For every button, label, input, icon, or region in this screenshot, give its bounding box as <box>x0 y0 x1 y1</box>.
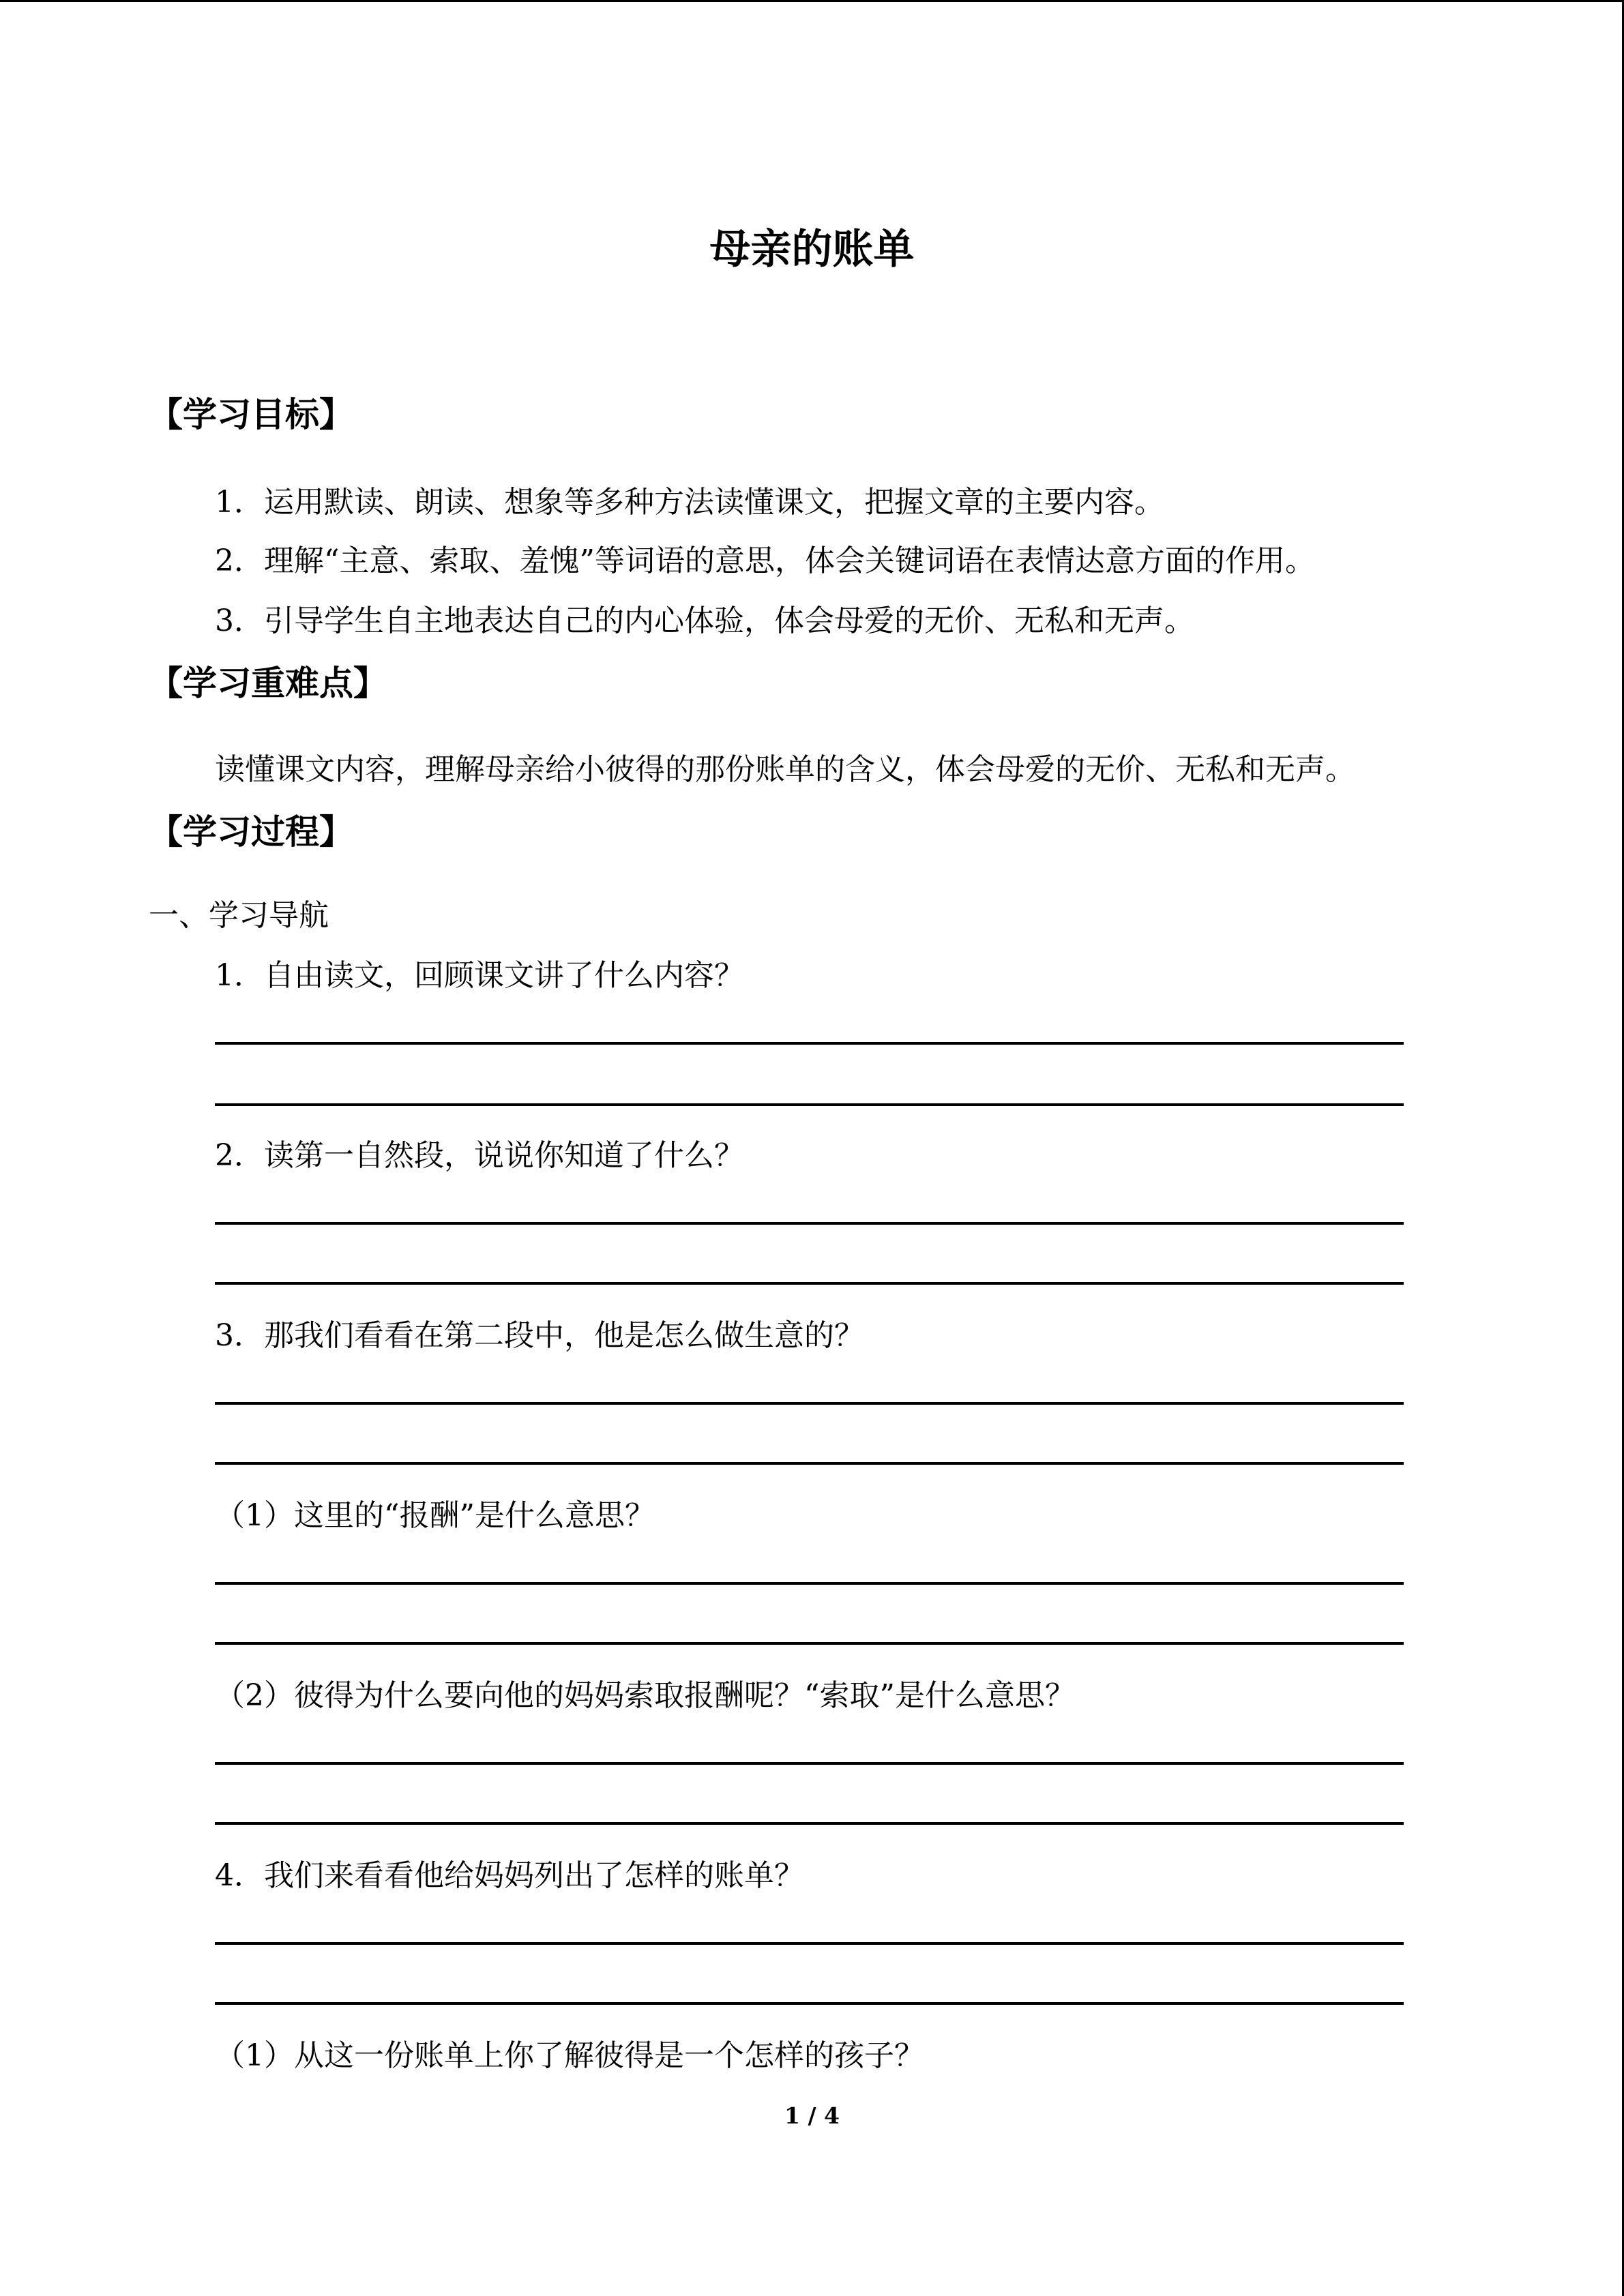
answer-line <box>215 2002 1404 2005</box>
question-3-1: （1）这里的“报酬”是什么意思？ <box>215 1498 655 1533</box>
answer-line <box>215 1942 1404 1945</box>
objective-item-1: 1．运用默读、朗读、想象等多种方法读懂课文，把握文章的主要内容。 <box>215 485 1164 520</box>
answer-line <box>215 1222 1404 1225</box>
question-4-1: （1）从这一份账单上你了解彼得是一个怎样的孩子？ <box>215 2038 924 2073</box>
question-3-2: （2）彼得为什么要向他的妈妈索取报酬呢？“索取”是什么意思？ <box>215 1678 1075 1713</box>
question-2: 2．读第一自然段，说说你知道了什么？ <box>215 1138 744 1173</box>
question-1: 1．自由读文，回顾课文讲了什么内容？ <box>215 958 744 993</box>
answer-line <box>215 1042 1404 1045</box>
answer-line <box>215 1282 1404 1285</box>
objectives-heading: 【学习目标】 <box>149 395 353 434</box>
answer-line <box>215 1402 1404 1405</box>
answer-line <box>215 1462 1404 1465</box>
objective-item-2: 2．理解“主意、索取、羞愧”等词语的意思，体会关键词语在表情达意方面的作用。 <box>215 543 1315 578</box>
key-points-heading: 【学习重难点】 <box>149 664 387 703</box>
key-points-text: 读懂课文内容，理解母亲给小彼得的那份账单的含义，体会母爱的无价、无私和无声。 <box>215 752 1355 787</box>
page-number: 1 / 4 <box>784 2102 840 2129</box>
question-4: 4．我们来看看他给妈妈列出了怎样的账单？ <box>215 1858 804 1893</box>
process-heading: 【学习过程】 <box>149 812 353 852</box>
answer-line <box>215 1642 1404 1645</box>
answer-line <box>215 1762 1404 1765</box>
objective-item-3: 3．引导学生自主地表达自己的内心体验，体会母爱的无价、无私和无声。 <box>215 603 1194 638</box>
question-3: 3．那我们看看在第二段中，他是怎么做生意的？ <box>215 1318 864 1353</box>
answer-line <box>215 1103 1404 1106</box>
document-title: 母亲的账单 <box>709 226 915 273</box>
answer-line <box>215 1582 1404 1585</box>
process-subheading: 一、学习导航 <box>149 898 329 933</box>
answer-line <box>215 1822 1404 1825</box>
